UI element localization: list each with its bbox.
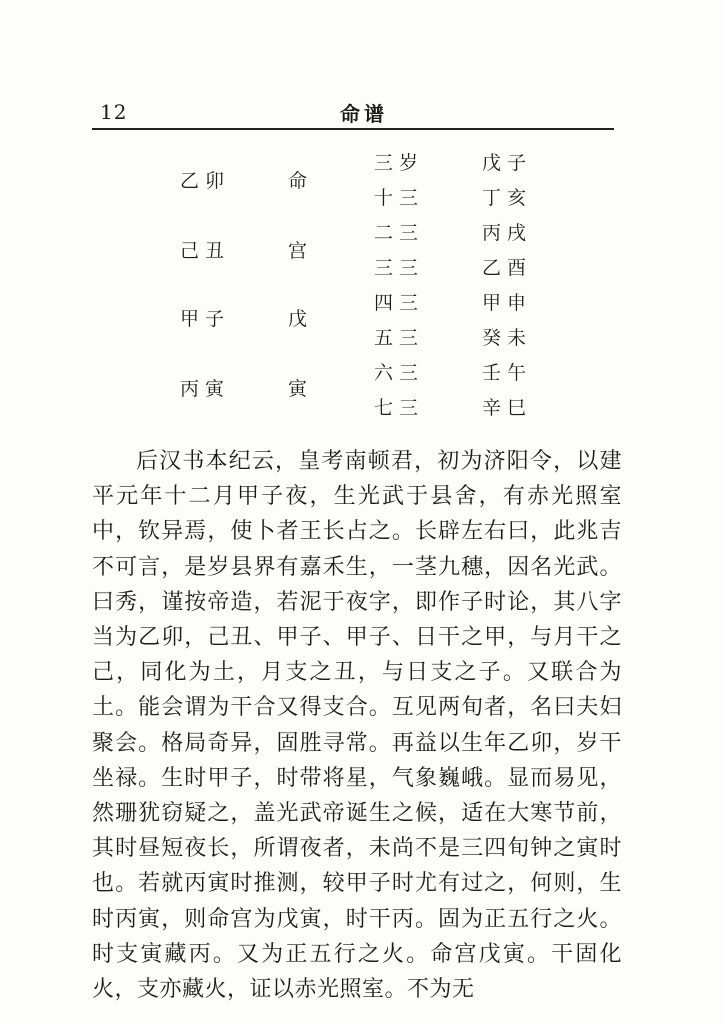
chart-luck-pillar: 癸未: [482, 327, 533, 349]
page-number: 12: [100, 100, 128, 124]
chart-age: 六三: [374, 362, 425, 384]
chart-pillar: 己丑: [180, 240, 231, 262]
chart-age: 三三: [374, 257, 425, 279]
chart-luck-pillar: 壬午: [482, 362, 533, 384]
chart-age: 七三: [374, 397, 425, 419]
chart-age: 四三: [374, 292, 425, 314]
chart-pillar: 丙寅: [180, 378, 231, 400]
chart-luck-pillar: 丁亥: [482, 187, 533, 209]
chart-palace: 宫: [288, 240, 314, 262]
chart-palace: 命: [288, 170, 314, 192]
chart-pillar: 乙卯: [180, 170, 231, 192]
chart-luck-pillar: 戊子: [482, 152, 533, 174]
running-title: 命谱: [340, 102, 388, 126]
chart-age: 五三: [374, 327, 425, 349]
chart-luck-pillar: 辛巳: [482, 397, 533, 419]
chart-age: 十三: [374, 187, 425, 209]
chart-pillar: 甲子: [180, 308, 231, 330]
chart-luck-pillar: 甲申: [482, 292, 533, 314]
chart-luck-pillar: 乙酉: [482, 257, 533, 279]
chart-palace: 戊: [288, 308, 314, 330]
body-paragraph: 后汉书本纪云，皇考南顿君，初为济阳令，以建平元年十二月甲子夜，生光武于县舍，有赤光照室中，钦异焉，使卜者王长占之。长辟左右曰，此兆吉不可言，是岁县界有嘉禾生，一茎九穗，因名光武。曰秀，谨按帝造，若泥于夜字，即作子时论，其八字当为乙卯，己丑、甲子、甲子、日干之甲，与月干之己，同化为土，月支之丑，与日支之子。又联合为土。能会谓为干合又得支合。互见两旬者，名曰夫妇聚会。格局奇异，固胜寻常。再益以生年乙卯，岁干坐禄。生时甲子，时带将星，气象巍峨。显而易见，然珊犹窃疑之，盖光武帝诞生之候，适在大寒节前，其时昼短夜长，所谓夜者，未尚不是三四旬钟之寅时也。若就丙寅时推测，较甲子时尤有过之，何则，生时丙寅，则命宫为戊寅，时干丙。固为正五行之火。时支寅藏丙。又为正五行之火。命宫戊寅。干固化火，支亦藏火，证以赤光照室。不为无: [92, 449, 622, 1003]
chart-luck-pillar: 丙戌: [482, 222, 533, 244]
chart-age: 三岁: [374, 152, 425, 174]
chart-palace: 寅: [288, 378, 314, 400]
birth-chart: [0, 0, 724, 420]
chart-age: 二三: [374, 222, 425, 244]
